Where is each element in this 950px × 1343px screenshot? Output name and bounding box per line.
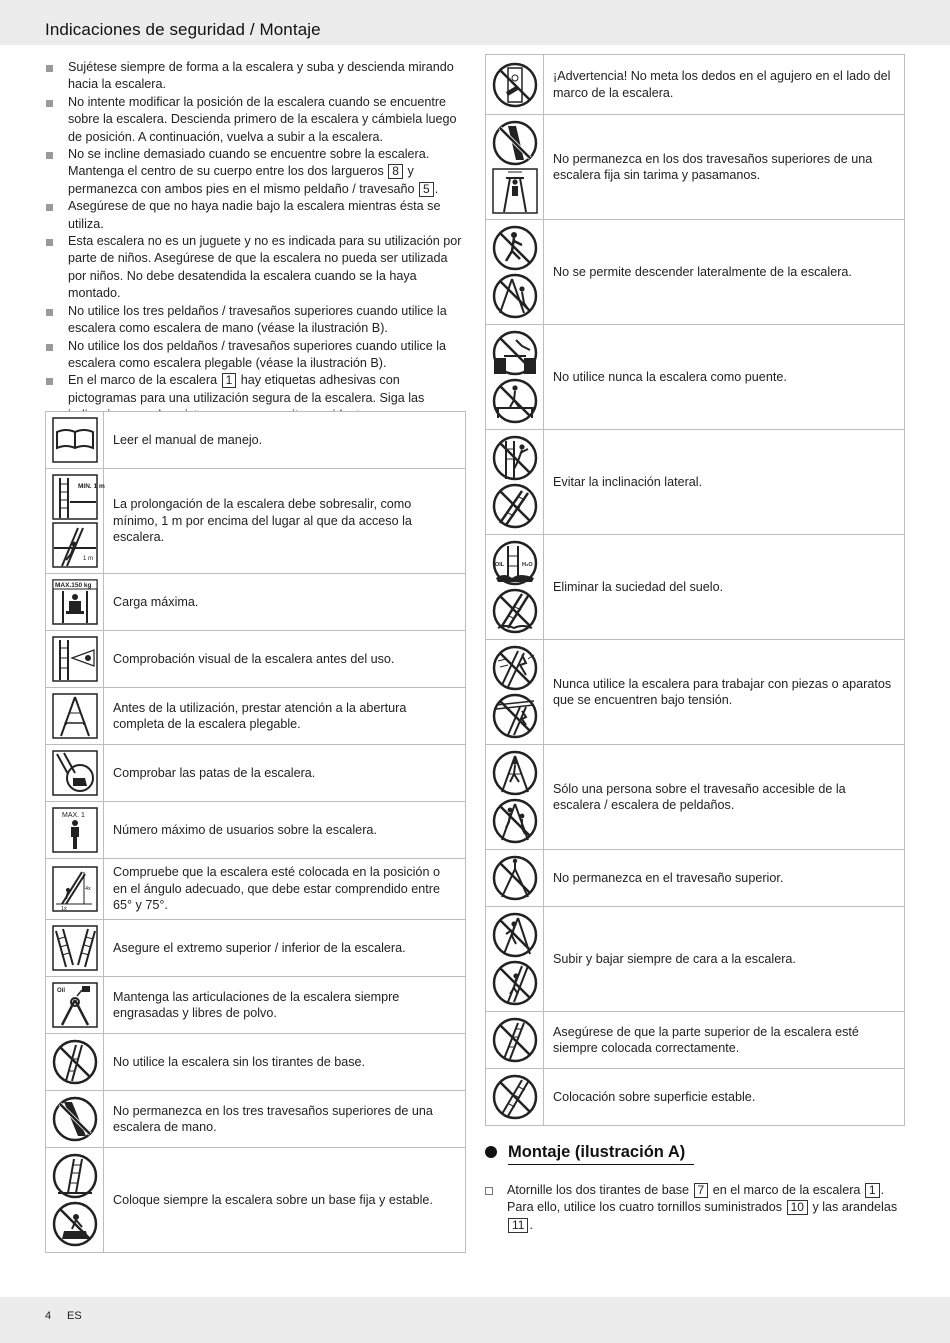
pictogram-text: Eliminar la suciedad del suelo. <box>544 535 905 640</box>
icon-label: 4x <box>84 886 91 892</box>
page-title: Indicaciones de seguridad / Montaje <box>45 20 321 39</box>
no-fingers-icon <box>492 62 538 108</box>
step-text: . Para ello, utilice los cuatro tornillos suministrados <box>507 1183 885 1215</box>
bullet-dot-icon <box>485 1146 497 1158</box>
part-number-badge: 11 <box>508 1218 528 1233</box>
no-top-rung-icon <box>492 855 538 901</box>
pictogram-text: Coloque siempre la escalera sobre un base fija y estable. <box>104 1148 466 1253</box>
bullet-text: Sujétese siempre de forma a la escalera y suba y descienda mirando hacia la escalera. <box>68 60 454 92</box>
pictogram-text: ¡Advertencia! No meta los dedos en el agujero en el lado del marco de la escalera. <box>544 55 905 115</box>
step-text: Atornille los dos tirantes de base <box>507 1183 690 1197</box>
one-person-icon <box>492 750 538 796</box>
safety-bullet-list <box>45 59 467 425</box>
icon-label: 1x <box>60 906 67 912</box>
section-title: Montaje (ilustración A) <box>508 1143 686 1161</box>
no-bridge-icon <box>492 330 538 376</box>
bullet-item <box>45 338 467 373</box>
no-side-descent-icon <box>492 273 538 319</box>
page-footer <box>0 1297 950 1343</box>
pictogram-text: No utilice la escalera sin los tirantes de base. <box>104 1034 466 1091</box>
pictogram-row <box>486 325 905 430</box>
stable-surface-icon <box>492 1074 538 1120</box>
ladder-feet-icon <box>52 750 98 796</box>
top-placement-icon <box>492 1017 538 1063</box>
part-number-badge: 1 <box>865 1183 880 1198</box>
pictogram-row <box>486 535 905 640</box>
bullet-text: No utilice los tres peldaños / travesaños superiores cuando utilice la escalera como escalera de mano (véase la ilustración B). <box>68 303 447 336</box>
pictogram-text: Colocación sobre superficie estable. <box>544 1069 905 1126</box>
pictogram-text: No se permite descender lateralmente de la escalera. <box>544 220 905 325</box>
pictogram-text: Mantenga las articulaciones de la escalera siempre engrasadas y libres de polvo. <box>104 977 466 1034</box>
assembly-step <box>485 1182 905 1234</box>
pictogram-row <box>486 1069 905 1126</box>
no-two-persons-icon <box>492 798 538 844</box>
pictogram-row <box>46 1034 466 1091</box>
no-electric-icon <box>492 645 538 691</box>
icon-label: MAX. 1 <box>61 812 85 819</box>
bullet-text: y permanezca con ambos pies en el mismo peldaño / travesaño <box>68 164 415 196</box>
part-number-badge: 10 <box>787 1200 808 1215</box>
pictogram-table-right <box>485 54 905 1126</box>
pictogram-text: Comprobar las patas de la escalera. <box>104 745 466 802</box>
secure-ends-icon <box>52 925 98 971</box>
pictogram-row <box>46 1148 466 1253</box>
bullet-text: Asegúrese de que no haya nadie bajo la escalera mientras ésta se utiliza. <box>68 199 441 231</box>
pictogram-row <box>486 1012 905 1069</box>
ladder-angle-icon <box>52 866 98 912</box>
page-number: 4 <box>45 1310 52 1322</box>
no-overreach-icon <box>492 435 538 481</box>
step-text: en el marco de la escalera <box>712 1183 861 1197</box>
bullet-item <box>45 59 467 94</box>
pictogram-text: La prolongación de la escalera debe sobresalir, como mínimo, 1 m por encima del lugar al que da acceso la escalera. <box>104 469 466 574</box>
pictogram-text: Antes de la utilización, prestar atención a la abertura completa de la escalera plegable. <box>104 688 466 745</box>
language-code: ES <box>67 1310 82 1322</box>
bullet-item <box>45 94 467 146</box>
bullet-text: No intente modificar la posición de la escalera cuando se encuentre sobre la escalera. Descienda primero de la escalera y cámbiela luego de posición. A continuación, vuelva a subir a la escalera. <box>68 94 457 144</box>
pictogram-row <box>486 745 905 850</box>
pictogram-text: Nunca utilice la escalera para trabajar con piezas o aparatos que se encuentren bajo tensión. <box>544 640 905 745</box>
pictogram-row <box>46 745 466 802</box>
pictogram-row <box>46 469 466 574</box>
max-load-icon <box>52 579 98 625</box>
part-number-badge: 1 <box>222 373 237 388</box>
pictogram-row <box>486 850 905 907</box>
checkbox-square-icon <box>485 1187 493 1195</box>
face-ladder-icon <box>492 960 538 1006</box>
assembly-step-text <box>485 1182 905 1234</box>
no-back-climb-icon <box>492 912 538 958</box>
pictogram-text: Sólo una persona sobre el travesaño accesible de la escalera / escalera de peldaños. <box>544 745 905 850</box>
step-text: y las arandelas <box>812 1200 898 1215</box>
icon-label: 1 m <box>82 556 93 562</box>
no-top-two-rungs-icon <box>492 120 538 166</box>
pictogram-row <box>46 859 466 920</box>
pictogram-text: No permanezca en los tres travesaños superiores de una escalera de mano. <box>104 1091 466 1148</box>
pictogram-row <box>486 430 905 535</box>
pictogram-text: Compruebe que la escalera esté colocada en la posición o en el ángulo adecuado, que debe estar comprendido entre 65° y 75°. <box>104 859 466 920</box>
icon-label: MIN. 1 m <box>77 483 105 490</box>
pictogram-text: Número máximo de usuarios sobre la escalera. <box>104 802 466 859</box>
pictogram-text: Asegure el extremo superior / inferior de la escalera. <box>104 920 466 977</box>
pictogram-text: No utilice nunca la escalera como puente. <box>544 325 905 430</box>
pictogram-text: Asegúrese de que la parte superior de la escalera esté siempre colocada correctamente. <box>544 1012 905 1069</box>
pictogram-row <box>46 920 466 977</box>
page-header <box>0 0 950 45</box>
no-bridge-walk-icon <box>492 378 538 424</box>
book-icon <box>52 417 98 463</box>
pictogram-row <box>46 574 466 631</box>
bullet-text: hay etiquetas adhesivas con pictogramas para una utilización segura de la escalera. Siga las <box>68 373 425 405</box>
ladder-min-1m-icon <box>52 474 105 520</box>
no-power-line-icon <box>492 693 538 739</box>
max-users-icon <box>52 807 98 853</box>
part-number-badge: 5 <box>419 182 434 197</box>
pictogram-text: Comprobación visual de la escalera antes del uso. <box>104 631 466 688</box>
bullet-text: No se incline demasiado cuando se encuentre sobre la escalera. Mantenga el centro de su cuerpo entre los dos largueros <box>68 147 430 179</box>
bullet-text: En el marco de la escalera <box>68 373 218 388</box>
ladder-1m-overhang-icon <box>52 522 98 568</box>
ladder-tip-icon <box>492 483 538 529</box>
icon-label: MAX.150 kg <box>54 582 91 589</box>
step-text: . <box>529 1217 533 1232</box>
bullet-item <box>45 146 467 198</box>
pictogram-row <box>46 631 466 688</box>
pictogram-table-left <box>45 411 466 1253</box>
icon-label: H₂O <box>521 562 533 568</box>
section-title-underline <box>508 1164 694 1165</box>
pictogram-row <box>486 115 905 220</box>
pictogram-row <box>46 977 466 1034</box>
stable-base-icon <box>52 1153 98 1199</box>
no-base-bar-icon <box>52 1039 98 1085</box>
oil-joints-icon <box>52 982 98 1028</box>
pictogram-row <box>46 688 466 745</box>
bullet-text: Esta escalera no es un juguete y no es indicada para su utilización por parte de niños. Asegúrese de que la escalera no pueda ser utilizada por niños. No debe desatendida la escalera cuando se la haya montado. <box>68 234 462 301</box>
bullet-item <box>45 233 467 303</box>
stepladder-open-icon <box>52 693 98 739</box>
pictogram-row <box>486 220 905 325</box>
pictogram-row <box>46 1091 466 1148</box>
no-top-three-rungs-icon <box>52 1096 98 1142</box>
bullet-item <box>45 198 467 233</box>
no-unstable-base-icon <box>52 1201 98 1247</box>
icon-label: Oil <box>56 988 65 994</box>
bullet-text: No utilice los dos peldaños / travesaños superiores cuando utilice la escalera como escalera plegable (véase la ilustración B). <box>68 338 447 370</box>
pictogram-text: No permanezca en los dos travesaños superiores de una escalera fija sin tarima y pasamanos. <box>544 115 905 220</box>
visual-check-icon <box>52 636 98 682</box>
pictogram-text: Evitar la inclinación lateral. <box>544 430 905 535</box>
icon-label: OIL <box>494 562 504 568</box>
part-number-badge: 7 <box>694 1183 709 1198</box>
pictogram-text: Carga máxima. <box>104 574 466 631</box>
bullet-text: . <box>434 181 439 196</box>
pictogram-text: No permanezca en el travesaño superior. <box>544 850 905 907</box>
pictogram-row <box>486 55 905 115</box>
pictogram-row <box>46 412 466 469</box>
ladder-slip-icon <box>492 588 538 634</box>
part-number-badge: 8 <box>388 164 403 179</box>
pictogram-text: Subir y bajar siempre de cara a la escalera. <box>544 907 905 1012</box>
pictogram-row <box>486 640 905 745</box>
no-slippery-floor-icon <box>492 540 538 586</box>
platform-handrail-icon <box>492 168 538 214</box>
no-side-step-icon <box>492 225 538 271</box>
pictogram-row <box>46 802 466 859</box>
pictogram-text: Leer el manual de manejo. <box>104 412 466 469</box>
bullet-item <box>45 303 467 338</box>
pictogram-row <box>486 907 905 1012</box>
